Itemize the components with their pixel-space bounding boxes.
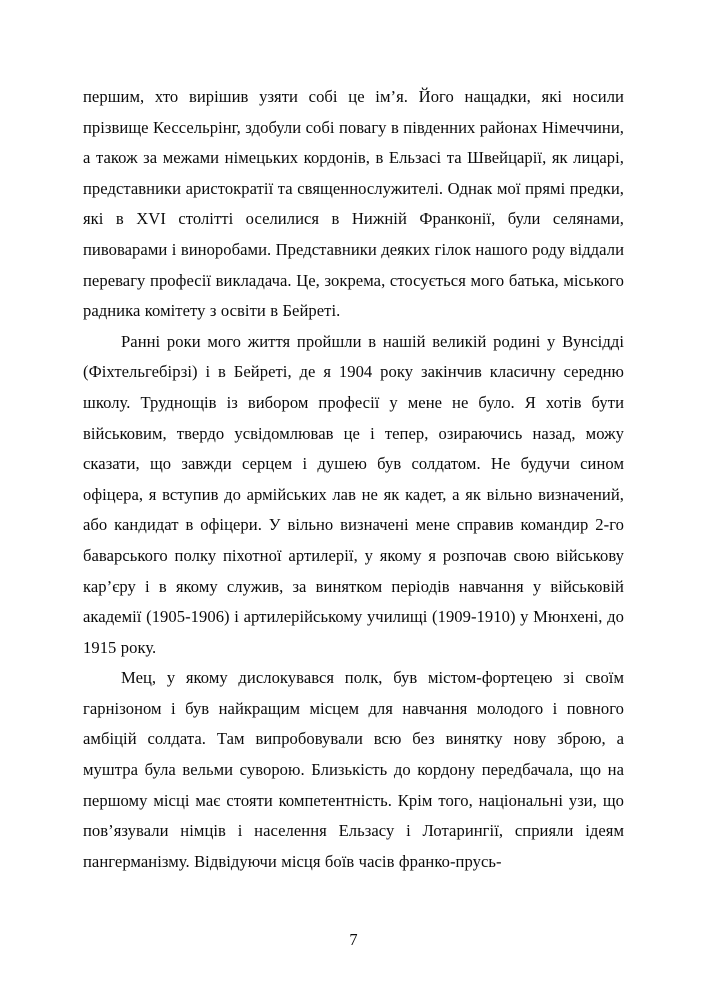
paragraph: першим, хто вирішив узяти собі це ім’я. Його нащадки, які носили прізвище Кессельрінг, здобули собі повагу в південних районах Німеччини, а також за межами німецьких кордонів, в Ельзасі та Швейцарії, як лицарі, представники аристократії та священнослужителі. Однак мої прямі предки, які в XVI столітті оселилися в Нижній Франконії, були селянами, пивоварами і виноробами. Представники деяких гілок нашого роду віддали перевагу професії викладача. Це, зокрема, стосується мого батька, міського радника комітету з освіти в Бейреті. (83, 87, 624, 321)
body-text (83, 82, 624, 877)
paragraph: Ранні роки мого життя пройшли в нашій великій родині у Вунсідді (Фіхтельгебірзі) і в Бейреті, де я 1904 року закінчив класичну середню школу. Труднощів із вибором професії у мене не було. Я хотів бути військовим, твердо усвідомлював це і тепер, озираючись назад, можу сказати, що завжди серцем і душею був солдатом. Не будучи сином офіцера, я вступив до армійських лав не як кадет, а як вільно визначений, або кандидат в офіцери. У вільно визначені мене справив командир 2-го баварського полку піхотної артилерії, у якому я розпочав свою військову кар’єру і в якому служив, за винятком періодів навчання у військовій академії (1905-1906) і артилерійському училищі (1909-1910) у Мюнхені, до 1915 року. (83, 331, 624, 657)
page-number: 7 (349, 930, 358, 949)
paragraph: Мец, у якому дислокувався полк, був містом-фортецею зі своїм гарнізоном і був найкращим місцем для навчання молодого і повного амбіцій солдата. Там випробовували всю без винятку нову зброю, а муштра була вельми суворою. Близькість до кордону передбачала, що на першому місці має стояти компетентність. Крім того, національні узи, що пов’язували німців і населення Ельзасу і Лотарингії, сприяли ідеям пангерманізму. Відвідуючи місця боїв часів франко-прусь- (83, 668, 624, 871)
